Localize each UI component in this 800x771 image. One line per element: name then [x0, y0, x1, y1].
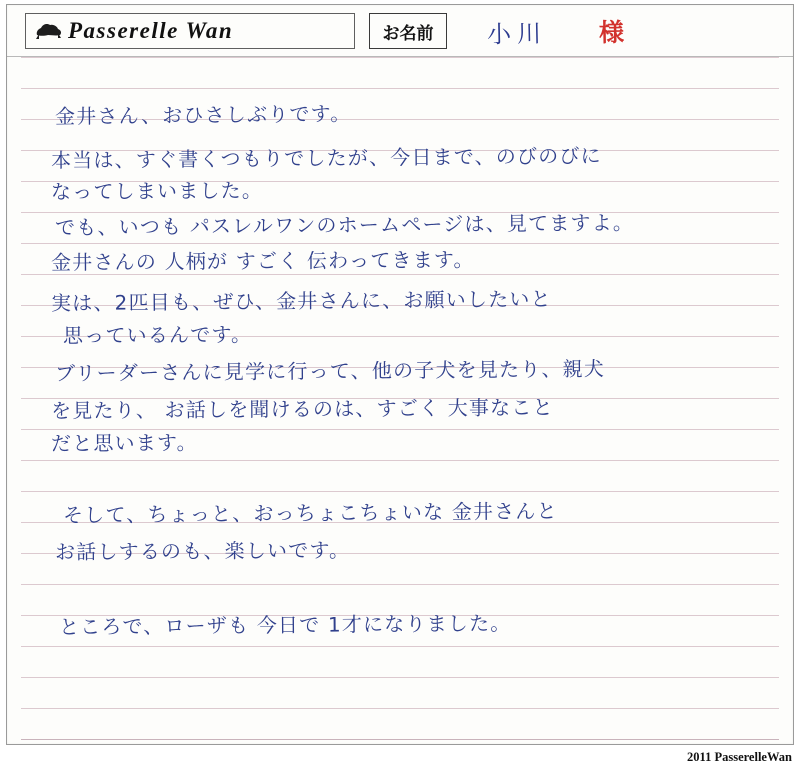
- brand-logo-box: [25, 13, 355, 49]
- name-field-value-area: [447, 13, 779, 49]
- name-field-label: [369, 13, 447, 49]
- copyright-credit: 2011 PasserelleWan: [687, 750, 792, 764]
- letter-header: [7, 5, 793, 57]
- letter-line: 本当は、すぐ書くつもりでしたが、今日まで、のびのびに: [50, 143, 602, 173]
- letter-line: ところで、ローザも 今日で 1才になりました。: [58, 611, 512, 639]
- name-field-suffix: 様: [598, 17, 625, 48]
- letter-line: お話しするのも、楽しいです。: [54, 537, 351, 565]
- letter-line: なってしまいました。: [50, 178, 264, 204]
- handwritten-body: [7, 57, 793, 744]
- letter-line: 思っているんです。: [62, 322, 253, 348]
- dog-silhouette-icon: [34, 21, 64, 41]
- letter-line: 金井さん、おひさしぶりです。: [54, 101, 352, 129]
- letter-line: ブリーダーさんに見学に行って、他の子犬を見たり、親犬: [54, 356, 606, 386]
- name-field-value: 小川: [486, 18, 548, 49]
- letter-line: 金井さんの 人柄が すごく 伝わってきます。: [50, 247, 475, 275]
- letter-line: そして、ちょっと、おっちょこちょいな 金井さんと: [62, 498, 558, 528]
- letter-line: を見たり、 お話しを聞けるのは、すごく 大事なこと: [50, 395, 554, 423]
- letter-line: でも、いつも パスレルワンのホームページは、見てますよ。: [54, 210, 635, 240]
- brand-logo-text: Passerelle Wan: [68, 18, 234, 43]
- name-field-label-text: お名前: [382, 23, 434, 43]
- letter-line: 実は、2匹目も、ぜひ、金井さんに、お願いしたいと: [50, 286, 552, 316]
- letter-line: だと思います。: [50, 430, 198, 456]
- letter-sheet: [6, 4, 794, 745]
